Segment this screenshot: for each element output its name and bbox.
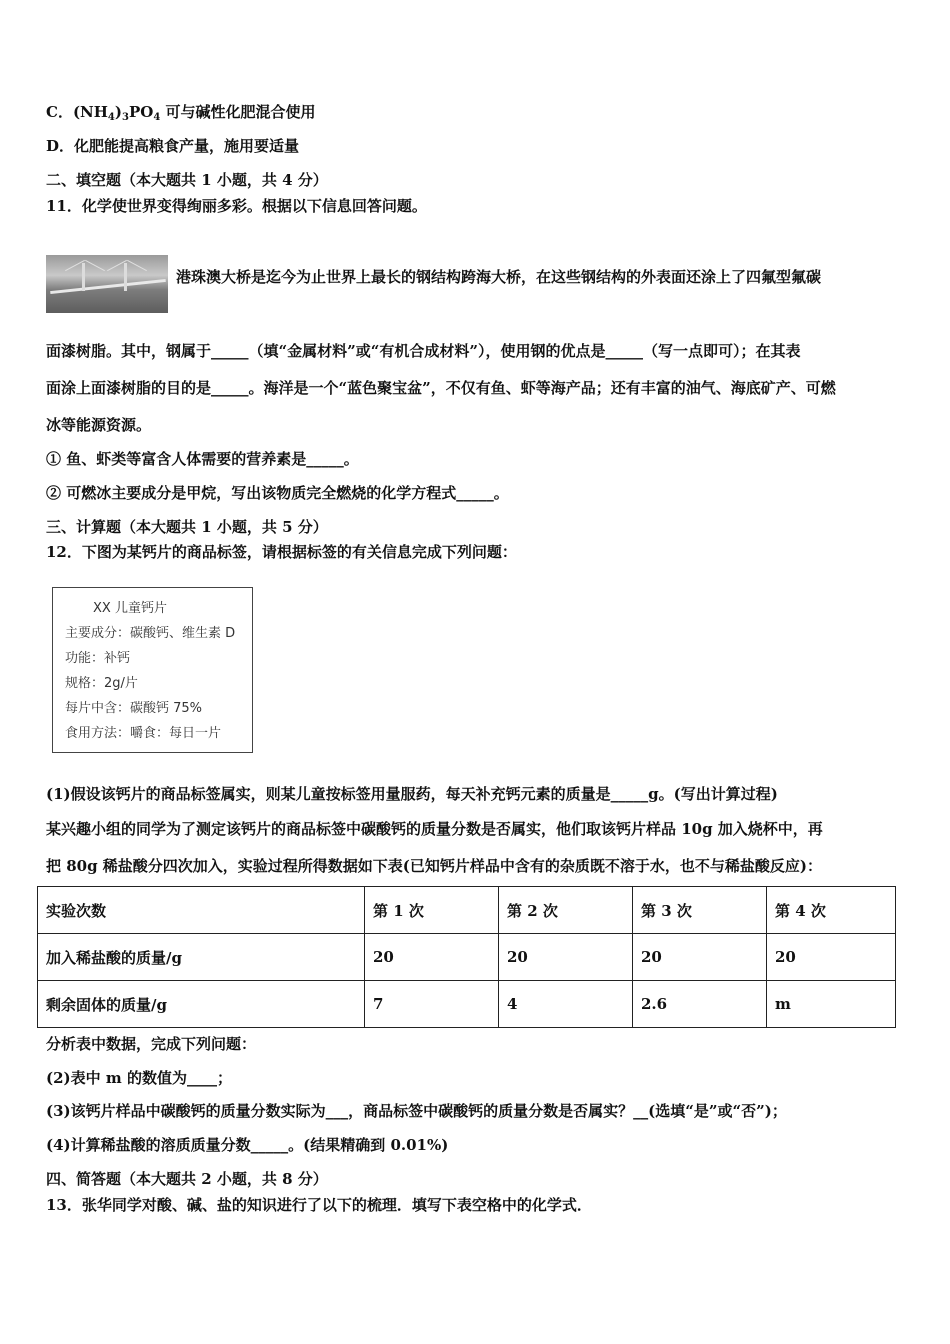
table-cell: 剩余固体的质量/g xyxy=(38,981,365,1028)
bridge-cable xyxy=(85,260,105,271)
question-12-part-3: (3)该钙片样品中碳酸钙的质量分数实际为___，商品标签中碳酸钙的质量分数是否属实？__(选填“是”或“否”)； xyxy=(46,1102,787,1120)
table-cell: 20 xyxy=(365,934,499,981)
table-row xyxy=(38,934,896,981)
bridge-tower xyxy=(124,263,127,291)
table-cell: 20 xyxy=(499,934,633,981)
option-c xyxy=(46,102,316,128)
question-12-part-4: (4)计算稀盐酸的溶质质量分数_____。(结果精确到 0.01%) xyxy=(46,1136,449,1154)
section-2-heading: 二、填空题（本大题共 1 小题，共 4 分） xyxy=(46,171,328,189)
bridge-deck xyxy=(50,279,166,294)
table-header-cell: 第 2 次 xyxy=(499,887,633,934)
table-cell: 2.6 xyxy=(633,981,767,1028)
product-label xyxy=(52,587,253,753)
option-c-text: C．(NH xyxy=(46,103,108,121)
option-c-text: ) xyxy=(114,103,122,121)
label-title: XX 儿童钙片 xyxy=(93,601,167,616)
question-11-bridge-text: 港珠澳大桥是迄今为止世界上最长的钢结构跨海大桥，在这些钢结构的外表面还涂上了四氟型氟碳 xyxy=(176,268,822,286)
question-11-para-2: 面涂上面漆树脂的目的是_____。海洋是一个“蓝色聚宝盆”，不仅有鱼、虾等海产品；还有丰富的油气、海底矿产、可燃 xyxy=(46,379,836,397)
table-cell: m xyxy=(767,981,896,1028)
question-11-sub-1: ① 鱼、虾类等富含人体需要的营养素是_____。 xyxy=(46,450,359,468)
question-12-part-2: (2)表中 m 的数值为____； xyxy=(46,1069,232,1087)
experiment-table xyxy=(37,886,896,1028)
table-cell: 20 xyxy=(767,934,896,981)
bridge-photo xyxy=(46,255,168,313)
table-header-cell: 第 1 次 xyxy=(365,887,499,934)
option-c-text: PO xyxy=(128,103,154,121)
question-12-intro-2: 把 80g 稀盐酸分四次加入，实验过程所得数据如下表(已知钙片样品中含有的杂质既不溶于水，也不与稀盐酸反应)： xyxy=(46,857,823,875)
section-3-heading: 三、计算题（本大题共 1 小题，共 5 分） xyxy=(46,518,328,536)
table-header-cell: 第 3 次 xyxy=(633,887,767,934)
section-4-heading: 四、简答题（本大题共 2 小题，共 8 分） xyxy=(46,1170,328,1188)
label-ingredients: 主要成分：碳酸钙、维生素 D xyxy=(65,626,236,641)
table-cell: 20 xyxy=(633,934,767,981)
question-12: 12．下图为某钙片的商品标签，请根据标签的有关信息完成下列问题： xyxy=(46,543,517,561)
table-header-row xyxy=(38,887,896,934)
label-usage: 食用方法：嚼食：每日一片 xyxy=(65,726,222,741)
question-12-intro-1: 某兴趣小组的同学为了测定该钙片的商品标签中碳酸钙的质量分数是否属实，他们取该钙片样品 10g 加入烧杯中，再 xyxy=(46,820,823,838)
bridge-cable xyxy=(127,260,147,271)
question-11-sub-2: ② 可燃冰主要成分是甲烷，写出该物质完全燃烧的化学方程式_____。 xyxy=(46,484,509,502)
question-11-para-1: 面漆树脂。其中，钢属于_____（填“金属材料”或“有机合成材料”），使用钢的优点是_____（写一点即可）；在其表 xyxy=(46,342,801,360)
question-12-analyze: 分析表中数据，完成下列问题： xyxy=(46,1035,257,1053)
question-11-para-3: 冰等能源资源。 xyxy=(46,416,152,434)
question-12-part-1: (1)假设该钙片的商品标签属实，则某儿童按标签用量服药，每天补充钙元素的质量是_____g。(写出计算过程) xyxy=(46,785,778,803)
table-header-cell: 第 4 次 xyxy=(767,887,896,934)
subscript: 4 xyxy=(153,112,161,123)
label-spec: 规格：2g/片 xyxy=(65,676,138,691)
table-cell: 7 xyxy=(365,981,499,1028)
label-function: 功能：补钙 xyxy=(65,651,131,666)
question-11: 11．化学使世界变得绚丽多彩。根据以下信息回答问题。 xyxy=(46,197,427,215)
subscript: 3 xyxy=(122,112,129,123)
option-c-text: 可与碱性化肥混合使用 xyxy=(160,103,316,121)
table-row xyxy=(38,981,896,1028)
subscript: 4 xyxy=(107,112,115,123)
bridge-tower xyxy=(82,263,85,291)
table-cell: 4 xyxy=(499,981,633,1028)
option-d: D．化肥能提高粮食产量，施用要适量 xyxy=(46,137,300,155)
table-cell: 加入稀盐酸的质量/g xyxy=(38,934,365,981)
label-content: 每片中含：碳酸钙 75% xyxy=(65,701,203,716)
table-header-cell: 实验次数 xyxy=(38,887,365,934)
question-13: 13．张华同学对酸、碱、盐的知识进行了以下的梳理．填写下表空格中的化学式． xyxy=(46,1196,592,1214)
